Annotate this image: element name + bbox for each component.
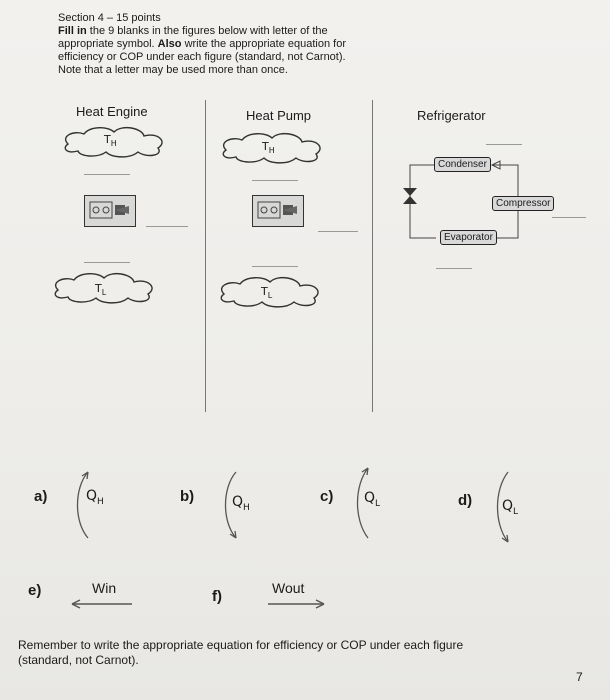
option-c-label: c) [320,488,334,505]
option-e-label: e) [28,582,42,599]
instruction-line-2: appropriate symbol. Also write the appropriate equation for [58,38,347,50]
footer-note [18,638,578,668]
option-b-label: b) [180,488,195,505]
blank-pump-w [318,231,358,232]
blank-fridge-ql [436,268,472,269]
blank-pump-ql [252,266,298,267]
blank-fridge-w [552,217,586,218]
blank-pump-qh [252,180,298,181]
column-divider-1 [205,100,206,412]
instruction-line-4: Note that a letter may be used more than once. [58,64,288,76]
blank-engine-qh [84,174,130,175]
blank-engine-w [146,226,188,227]
heat-pump-cold-label: $T_L$ [261,285,273,301]
heat-pump-title: Heat Pump [246,108,312,123]
arrow-right-icon [266,598,330,610]
option-f-text: Wout [272,580,305,596]
condenser-box: Condenser [434,157,491,172]
option-f-label: f) [212,588,222,605]
option-a-label: a) [34,488,48,505]
option-d-label: d) [458,492,473,509]
blank-engine-ql [84,262,130,263]
option-c-symbol: $Q_L$ [364,490,381,509]
instruction-line-3: efficiency or COP under each figure (standard, not Carnot). [58,51,346,63]
heat-pump-device-icon [252,195,304,227]
option-d-symbol: $Q_L$ [502,498,519,517]
heat-engine-cold-label: $T_L$ [95,282,107,298]
instruction-line-1: Fill in the 9 blanks in the figures below with letter of the [58,25,328,37]
section-title: Section 4 – 15 points [58,12,161,24]
column-divider-2 [372,100,373,412]
arrow-left-icon [66,598,136,610]
footer-line-2: (standard, not Carnot). [18,653,139,667]
evaporator-box: Evaporator [440,230,497,245]
option-a-symbol: $Q_H$ [86,488,104,507]
section-header [58,12,388,77]
blank-fridge-qh [486,144,522,145]
heat-engine-hot-label: $T_H$ [104,133,117,149]
heat-engine-device-icon [84,195,136,227]
heat-pump-hot-label: $T_H$ [262,140,275,156]
compressor-box: Compressor [492,196,554,211]
footer-line-1: Remember to write the appropriate equation for efficiency or COP under each figure [18,638,464,652]
refrigerator-title: Refrigerator [417,108,486,123]
heat-engine-title: Heat Engine [76,104,148,119]
page-number: 7 [576,670,583,684]
option-e-text: Win [92,580,117,596]
option-b-symbol: $Q_H$ [232,494,250,513]
